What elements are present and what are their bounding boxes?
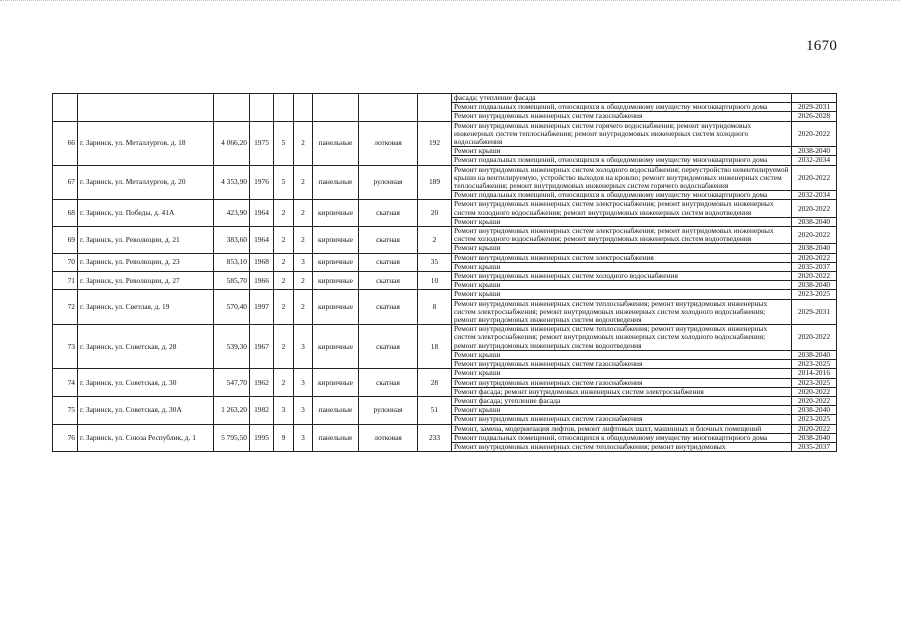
roof-type: скатная [359,290,418,325]
entrance-count: 2 [294,121,313,165]
roof-type: скатная [359,200,418,227]
work-period: 2023-2025 [792,290,837,299]
work-period: 2035-2037 [792,442,837,451]
year-built: 1982 [250,396,274,424]
floor-count: 2 [274,200,294,227]
apartments-cell [418,94,452,122]
building-number: 73 [53,325,78,369]
apartment-count: 20 [418,200,452,227]
floor-count: 3 [274,396,294,424]
table-row [53,325,837,351]
table-row [53,121,837,147]
work-description: Ремонт, замена, модернизация лифтов, ремонт лифтовых шахт, машинных и блочных помещений [452,424,792,433]
wall-material: кирпичные [313,200,359,227]
building-address: г. Заринск, ул. Металлургов, д. 20 [78,165,214,200]
year-built: 1976 [250,165,274,200]
roof-type: скатная [359,325,418,369]
work-description: Ремонт внутридомовых инженерных систем теплоснабжения; ремонт внутридомовых инженерных систем электроснабжения; ремонт внутридомовых инженерных систем холодного водоснабжения; ремонт внутридомовых инженерных систем водоотведения [452,299,792,325]
building-address: г. Заринск, ул. Светлая, д. 19 [78,290,214,325]
total-area: 570,40 [214,290,250,325]
floor-count: 2 [274,325,294,369]
work-period: 2038-2040 [792,406,837,415]
year-cell [250,94,274,122]
building-address: г. Заринск, ул. Металлургов, д. 18 [78,121,214,165]
building-no-cell [53,94,78,122]
work-period: 2032-2034 [792,156,837,165]
total-area: 1 263,20 [214,396,250,424]
wall-material: кирпичные [313,272,359,290]
area-cell [214,94,250,122]
total-area: 539,30 [214,325,250,369]
work-description: Ремонт фасада; утепление фасада [452,396,792,405]
total-area: 585,70 [214,272,250,290]
work-period: 2023-2025 [792,360,837,369]
year-built: 1964 [250,227,274,254]
work-description: Ремонт крыши [452,262,792,271]
table-row [53,200,837,217]
wall-material: панельные [313,424,359,452]
roof-cell [359,94,418,122]
work-period: 2020-2022 [792,253,837,262]
apartment-count: 192 [418,121,452,165]
total-area: 4 066,20 [214,121,250,165]
building-address: г. Заринск, ул. Советская, д. 30 [78,369,214,397]
table-row [53,424,837,433]
floor-count: 2 [274,227,294,254]
table-row [53,396,837,405]
year-built: 1962 [250,369,274,397]
roof-type: скатная [359,272,418,290]
building-number: 72 [53,290,78,325]
work-period: 2023-2025 [792,378,837,387]
work-period: 2014-2016 [792,369,837,378]
total-area: 423,90 [214,200,250,227]
work-period: 2020-2022 [792,121,837,147]
work-period: 2032-2034 [792,191,837,200]
building-address: г. Заринск, ул. Революции, д. 27 [78,272,214,290]
building-number: 69 [53,227,78,254]
work-description: Ремонт подвальных помещений, относящихся к общедомовому имуществу многоквартирного дома [452,433,792,442]
work-description: Ремонт внутридомовых инженерных систем электроснабжения; ремонт внутридомовых инженерных систем холодного водоснабжения; ремонт внутридомовых инженерных систем водоотведения [452,227,792,244]
entrance-count: 3 [294,325,313,369]
building-address: г. Заринск, ул. Союза Республик, д. 1 [78,424,214,452]
repair-program-table [52,93,837,452]
continuation-row [53,94,837,103]
year-built: 1995 [250,424,274,452]
work-description: Ремонт внутридомовых инженерных систем газоснабжения [452,360,792,369]
work-period: 2038-2040 [792,350,837,359]
floors-cell [274,94,294,122]
table-row [53,165,837,191]
page-number: 1670 [806,38,838,54]
entrance-count: 3 [294,253,313,271]
roof-type: рулонная [359,396,418,424]
building-number: 71 [53,272,78,290]
wall-material: кирпичные [313,369,359,397]
work-description: Ремонт подвальных помещений, относящихся к общедомовому имуществу многоквартирного дома [452,156,792,165]
work-period: 2035-2037 [792,262,837,271]
work-period: 2020-2022 [792,396,837,405]
work-period: 2038-2040 [792,217,837,226]
floor-count: 2 [274,253,294,271]
work-period: 2020-2022 [792,165,837,191]
entrance-count: 2 [294,272,313,290]
work-description: Ремонт фасада; ремонт внутридомовых инженерных систем электроснабжения [452,387,792,396]
work-description: фасада; утепление фасада [452,94,792,103]
work-description: Ремонт крыши [452,244,792,253]
work-period: 2029-2031 [792,103,837,112]
work-description: Ремонт подвальных помещений, относящихся к общедомовому имуществу многоквартирного дома [452,103,792,112]
work-period: 2026-2028 [792,112,837,121]
work-description: Ремонт внутридомовых инженерных систем холодного водоснабжения [452,272,792,281]
total-area: 547,70 [214,369,250,397]
building-address: г. Заринск, ул. Советская, д. 30А [78,396,214,424]
total-area: 853,10 [214,253,250,271]
work-period: 2038-2040 [792,147,837,156]
wall-material: кирпичные [313,325,359,369]
floor-count: 5 [274,121,294,165]
building-address: г. Заринск, ул. Советская, д. 28 [78,325,214,369]
apartment-count: 233 [418,424,452,452]
work-description: Ремонт внутридомовых инженерных систем газоснабжения [452,378,792,387]
work-period: 2020-2022 [792,424,837,433]
work-description: Ремонт крыши [452,147,792,156]
year-built: 1966 [250,272,274,290]
apartment-count: 8 [418,290,452,325]
apartment-count: 28 [418,369,452,397]
work-description: Ремонт внутридомовых инженерных систем электроснабжения; ремонт внутридомовых инженерных систем холодного водоснабжения; ремонт внутридомовых инженерных систем водоотведения [452,200,792,217]
building-number: 75 [53,396,78,424]
wall-material: панельные [313,121,359,165]
apartment-count: 35 [418,253,452,271]
apartment-count: 189 [418,165,452,200]
work-description: Ремонт крыши [452,350,792,359]
roof-type: лотковая [359,121,418,165]
work-description: Ремонт внутридомовых инженерных систем электроснабжения [452,253,792,262]
apartment-count: 2 [418,227,452,254]
roof-type: лотковая [359,424,418,452]
work-description: Ремонт крыши [452,281,792,290]
work-period: 2020-2022 [792,387,837,396]
total-area: 383,60 [214,227,250,254]
wall-material: кирпичные [313,290,359,325]
entrance-count: 2 [294,165,313,200]
table-row [53,290,837,299]
entrance-count: 3 [294,369,313,397]
year-built: 1997 [250,290,274,325]
table-row [53,253,837,262]
floor-count: 2 [274,272,294,290]
total-area: 5 795,50 [214,424,250,452]
work-period [792,94,837,103]
work-period: 2038-2040 [792,244,837,253]
total-area: 4 353,90 [214,165,250,200]
work-description: Ремонт подвальных помещений, относящихся к общедомовому имуществу многоквартирного дома [452,191,792,200]
building-number: 67 [53,165,78,200]
entrances-cell [294,94,313,122]
wall-material: панельные [313,165,359,200]
building-address: г. Заринск, ул. Революции, д. 23 [78,253,214,271]
work-description: Ремонт крыши [452,369,792,378]
work-description: Ремонт крыши [452,290,792,299]
work-description: Ремонт крыши [452,406,792,415]
wall-material: кирпичные [313,227,359,254]
entrance-count: 2 [294,290,313,325]
year-built: 1975 [250,121,274,165]
apartment-count: 51 [418,396,452,424]
wall-material: кирпичные [313,253,359,271]
entrance-count: 2 [294,227,313,254]
work-period: 2038-2040 [792,281,837,290]
walls-cell [313,94,359,122]
entrance-count: 2 [294,200,313,227]
table-row [53,227,837,244]
work-description: Ремонт внутридомовых инженерных систем холодного водоснабжения; переустройство невентилируемой крыши на вентилируемую, устройство выходов на кровлю; ремонт внутридомовых инженерных систем теплоснабжения; ремонт внутридомовых инженерных систем горячего водоснабжения [452,165,792,191]
work-description: Ремонт внутридомовых инженерных систем теплоснабжения; ремонт внутридомовых инженерных систем электроснабжения; ремонт внутридомовых инженерных систем холодного водоснабжения; ремонт внутридомовых инженерных систем водоотведения [452,325,792,351]
entrance-count: 3 [294,424,313,452]
wall-material: панельные [313,396,359,424]
work-period: 2020-2022 [792,272,837,281]
work-description: Ремонт внутридомовых инженерных систем горячего водоснабжения; ремонт внутридомовых инженерных систем теплоснабжения; ремонт внутридомовых инженерных систем холодного водоснабжения [452,121,792,147]
roof-type: рулонная [359,165,418,200]
building-number: 70 [53,253,78,271]
work-period: 2020-2022 [792,200,837,217]
work-description: Ремонт внутридомовых инженерных систем теплоснабжения; ремонт внутридомовых [452,442,792,451]
roof-type: скатная [359,227,418,254]
building-address: г. Заринск, ул. Революции, д. 21 [78,227,214,254]
year-built: 1964 [250,200,274,227]
work-description: Ремонт внутридомовых инженерных систем газоснабжения [452,112,792,121]
work-description: Ремонт крыши [452,217,792,226]
work-period: 2023-2025 [792,415,837,424]
work-period: 2029-2031 [792,299,837,325]
apartment-count: 18 [418,325,452,369]
work-description: Ремонт внутридомовых инженерных систем газоснабжения [452,415,792,424]
roof-type: скатная [359,369,418,397]
table-row [53,369,837,378]
floor-count: 2 [274,369,294,397]
entrance-count: 3 [294,396,313,424]
table-row [53,272,837,281]
year-built: 1968 [250,253,274,271]
building-address: г. Заринск, ул. Победы, д. 41А [78,200,214,227]
apartment-count: 10 [418,272,452,290]
building-number: 66 [53,121,78,165]
roof-type: скатная [359,253,418,271]
work-period: 2038-2040 [792,433,837,442]
year-built: 1967 [250,325,274,369]
floor-count: 2 [274,290,294,325]
floor-count: 9 [274,424,294,452]
building-number: 74 [53,369,78,397]
address-cell [78,94,214,122]
scan-edge [0,0,900,5]
work-period: 2020-2022 [792,227,837,244]
building-number: 76 [53,424,78,452]
work-period: 2020-2022 [792,325,837,351]
building-number: 68 [53,200,78,227]
floor-count: 5 [274,165,294,200]
